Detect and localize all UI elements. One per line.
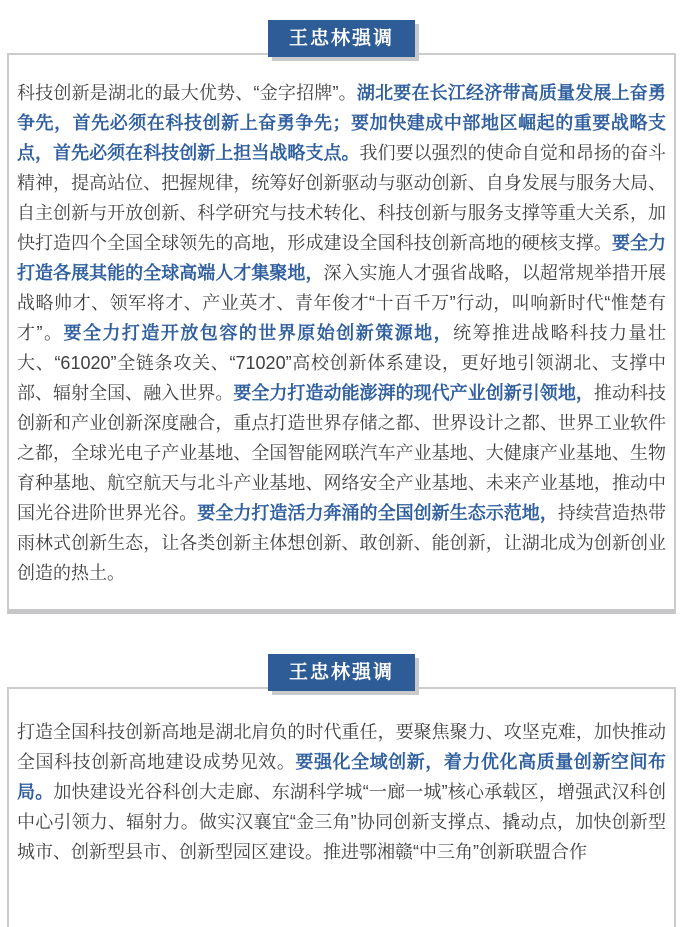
speech-paragraph [17,78,666,588]
article-page [0,20,683,885]
emphasis-text-segment: 要强化全域创新，着力优化高质量创新空间布局。 [17,752,667,802]
text-segment: 我们要以强烈的使命自觉和昂扬的奋斗精神，提高站位、把握规律，统筹好创新驱动与驱动创新、自身发展与服务大局、自主创新与开放创新、科学研究与技术转化、科技创新与服务支撑等重大关系，加快打造四个全国全球领先的高地，形成建设全国科技创新高地的硬核支撑。 [17,143,667,253]
emphasis-text-segment: 要全力打造动能澎湃的现代产业创新引领地， [233,383,594,403]
text-segment: 推动科技创新和产业创新深度融合，重点打造世界存储之都、世界设计之都、世界工业软件之都，全球光电子产业基地、全国智能网联汽车产业基地、大健康产业基地、生物育种基地、航空航天与北斗产业基地、网络安全产业基地、未来产业基地，推动中国光谷进阶世界光谷。 [17,383,667,523]
emphasis-text-segment: 要全力打造各展其能的全球高端人才集聚地， [17,233,667,283]
text-segment: 统筹推进战略科技力量壮大、“61020”全链条攻关、“71020”高校创新体系建设，更好地引领湖北、支撑中部、辐射全国、融入世界。 [17,323,667,403]
speech-section-2 [0,654,683,927]
speech-section-1 [0,20,683,614]
speaker-badge: 王忠林强调 [268,654,415,691]
speech-box [7,687,676,927]
text-segment: 加快建设光谷科创大走廊、东湖科学城“一廊一城”核心承载区，增强武汉科创中心引领力、辐射力。做实汉襄宜“金三角”协同创新支撑点、撬动点，加快创新型城市、创新型县市、创新型园区建设。推进鄂湘赣“中三角”创新联盟合作 [17,782,666,862]
emphasis-text-segment: 要全力打造开放包容的世界原始创新策源地， [63,323,454,343]
emphasis-text-segment: 湖北要在长江经济带高质量发展上奋勇争先，首先必须在科技创新上奋勇争先；要加快建成中部地区崛起的重要战略支点，首先必须在科技创新上担当战略支点。 [17,83,666,163]
text-segment: 打造全国科技创新高地是湖北肩负的时代重任，要聚焦聚力、攻坚克难，加快推动全国科技创新高地建设成势见效。 [17,722,666,772]
text-segment: 深入实施人才强省战略，以超常规举措开展战略帅才、领军将才、产业英才、青年俊才“十百千万”行动，叫响新时代“惟楚有才”。 [17,263,666,343]
speech-paragraph [17,717,666,867]
text-segment: 持续营造热带雨林式创新生态，让各类创新主体想创新、敢创新、能创新，让湖北成为创新创业创造的热土。 [17,503,667,583]
text-segment: 科技创新是湖北的最大优势、“金字招牌”。 [17,83,357,103]
speaker-badge: 王忠林强调 [268,20,415,57]
emphasis-text-segment: 要全力打造活力奔涌的全国创新生态示范地， [197,503,558,523]
speech-box [7,53,676,614]
